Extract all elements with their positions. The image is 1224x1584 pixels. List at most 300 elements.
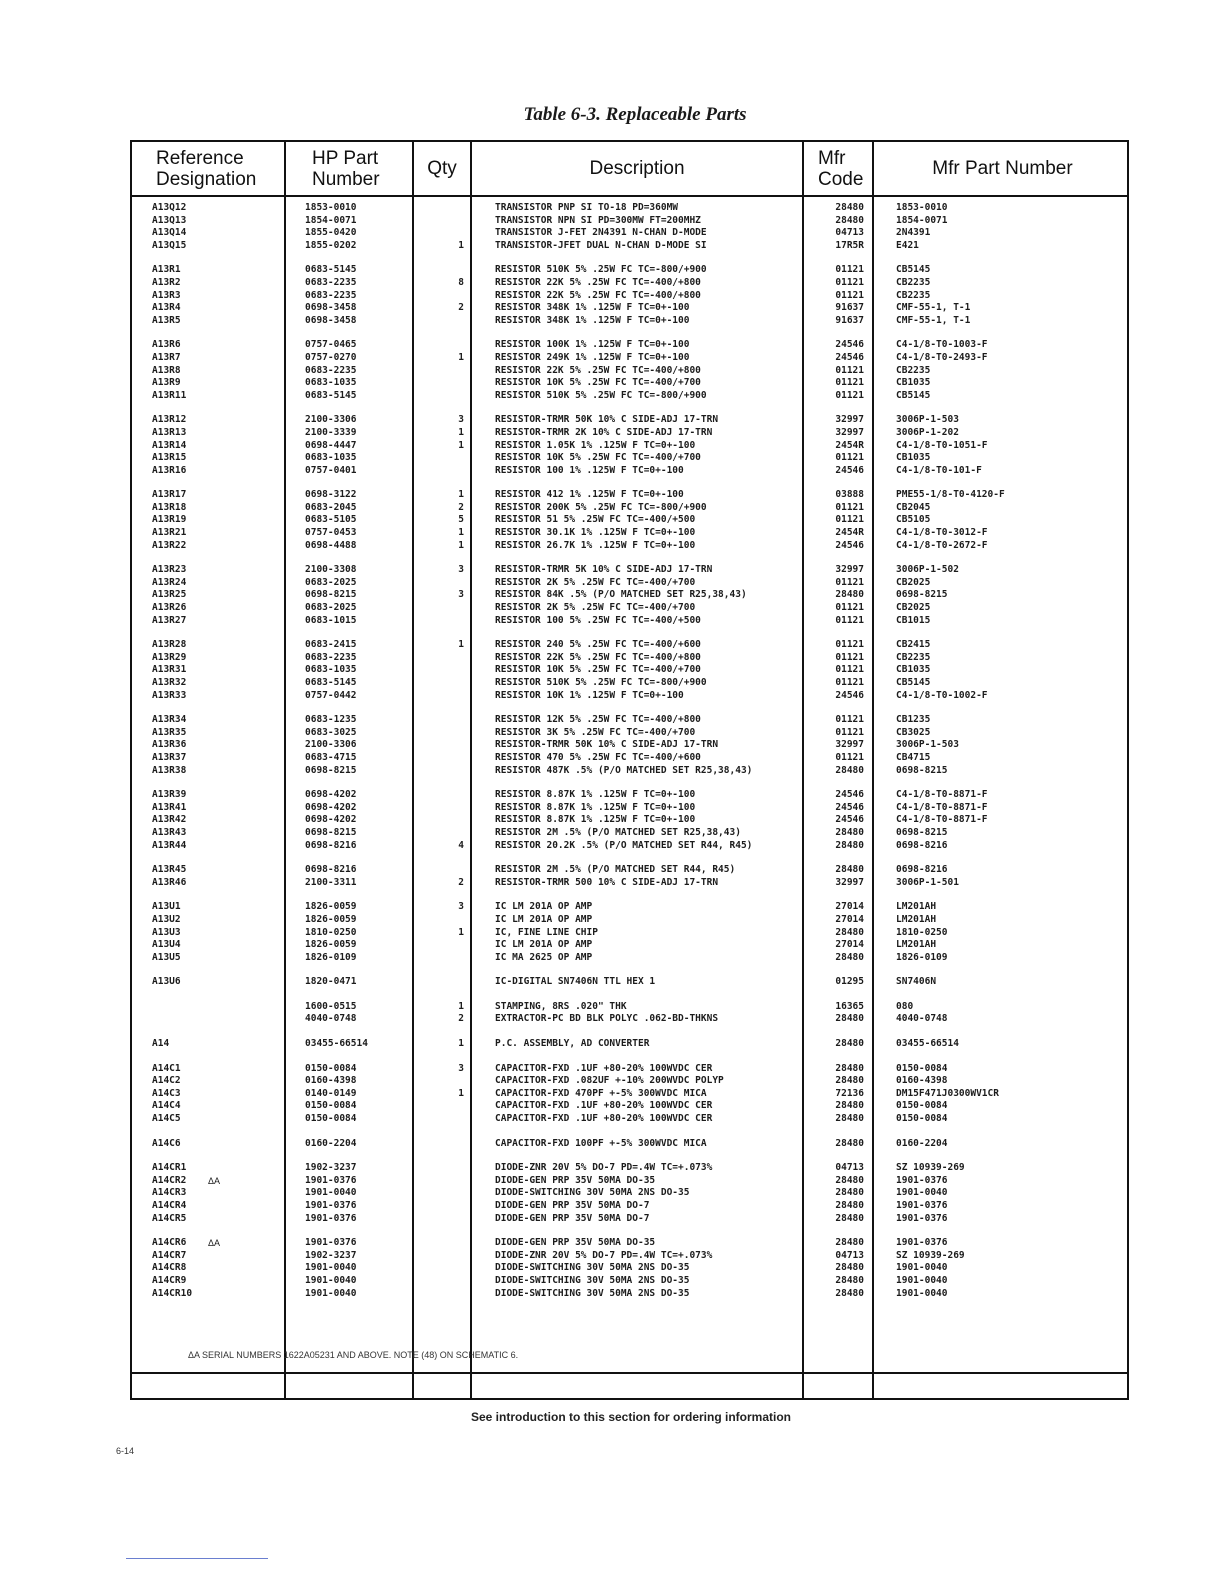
cell-ref: A14CR6 bbox=[152, 1237, 187, 1249]
cell-part: 0683-2235 bbox=[305, 289, 357, 301]
table-row bbox=[132, 976, 1127, 989]
cell-mfr: 01121 bbox=[835, 677, 864, 688]
cell-mfr: 32997 bbox=[835, 414, 864, 426]
table-row bbox=[132, 877, 1127, 890]
cell-qty: 3 bbox=[458, 414, 464, 426]
header-line: Mfr bbox=[818, 147, 846, 169]
cell-desc: CAPACITOR-FXD .1UF +80-20% 100WVDC CER bbox=[495, 1062, 713, 1074]
cell-ref: A13R24 bbox=[152, 576, 187, 588]
table-row bbox=[132, 1100, 1127, 1113]
row-group bbox=[132, 901, 1127, 964]
table-row bbox=[132, 1075, 1127, 1088]
cell-desc: IC LM 201A OP AMP bbox=[495, 939, 593, 951]
cell-ref: A14CR8 bbox=[152, 1262, 187, 1274]
cell-mfr: 24546 bbox=[835, 689, 864, 701]
cell-desc: P.C. ASSEMBLY, AD CONVERTER bbox=[495, 1038, 650, 1050]
cell-ref: A13R39 bbox=[152, 789, 187, 801]
cell-desc: DIODE-SWITCHING 30V 50MA 2NS DO-35 bbox=[495, 1287, 690, 1299]
cell-desc: RESISTOR 8.87K 1% .125W F TC=0+-100 bbox=[495, 789, 696, 801]
cell-desc: IC MA 2625 OP AMP bbox=[495, 951, 593, 963]
cell-mpn: C4-1/8-T0-3012-F bbox=[896, 527, 988, 539]
table-row bbox=[132, 315, 1127, 328]
cell-part: 0683-2415 bbox=[305, 639, 357, 651]
cell-mpn: 1826-0109 bbox=[896, 951, 948, 963]
cell-mfr: 24546 bbox=[835, 464, 864, 476]
cell-desc: CAPACITOR-FXD .082UF +-10% 200WVDC POLYP bbox=[495, 1075, 724, 1087]
cell-desc: RESISTOR 2K 5% .25W FC TC=-400/+700 bbox=[495, 576, 696, 588]
cell-mpn: SZ 10939-269 bbox=[896, 1249, 965, 1261]
cell-desc: RESISTOR 100K 1% .125W F TC=0+-100 bbox=[495, 339, 690, 351]
cell-desc: RESISTOR 30.1K 1% .125W F TC=0+-100 bbox=[495, 527, 696, 539]
cell-ref: A13R13 bbox=[152, 426, 187, 438]
cell-mpn: C4-1/8-T0-1003-F bbox=[896, 339, 988, 351]
cell-qty: 3 bbox=[458, 1062, 464, 1074]
cell-ref: A14CR3 bbox=[152, 1187, 187, 1199]
cell-ref: A13R28 bbox=[152, 639, 187, 651]
cell-mpn: 080 bbox=[896, 1000, 914, 1012]
header-line: Number bbox=[312, 168, 380, 190]
cell-mfr: 28480 bbox=[835, 1062, 864, 1074]
cell-ref: A13R8 bbox=[152, 364, 181, 376]
cell-mfr: 28480 bbox=[835, 1274, 864, 1286]
header-line: Description bbox=[589, 158, 685, 179]
header-line: Reference bbox=[156, 147, 244, 169]
cell-part: 0683-5145 bbox=[305, 264, 357, 276]
cell-part: 0757-0401 bbox=[305, 464, 357, 476]
cell-ref: A14CR9 bbox=[152, 1274, 187, 1286]
cell-mpn: CB3025 bbox=[896, 726, 931, 738]
cell-mpn: 2N4391 bbox=[896, 227, 931, 239]
cell-part: 1855-0420 bbox=[305, 227, 357, 239]
cell-part: 1854-0071 bbox=[305, 214, 357, 226]
cell-mfr: 04713 bbox=[835, 1249, 864, 1261]
cell-mpn: C4-1/8-T0-101-F bbox=[896, 464, 982, 476]
cell-mfr: 32997 bbox=[835, 876, 864, 888]
cell-part: 0150-0084 bbox=[305, 1113, 357, 1125]
table-row bbox=[132, 664, 1127, 677]
cell-part: 0698-4202 bbox=[305, 801, 357, 813]
cell-ref: A13R27 bbox=[152, 614, 187, 626]
cell-mpn: 1810-0250 bbox=[896, 926, 948, 938]
cell-desc: RESISTOR 22K 5% .25W FC TC=-400/+800 bbox=[495, 276, 701, 288]
cell-mpn: 03455-66514 bbox=[896, 1038, 959, 1050]
cell-ref: A14CR5 bbox=[152, 1212, 187, 1224]
cell-mfr: 28480 bbox=[835, 826, 864, 838]
table-row bbox=[132, 952, 1127, 965]
cell-qty: 1 bbox=[458, 351, 464, 363]
cell-mfr: 24546 bbox=[835, 814, 864, 826]
cell-part: 0683-2025 bbox=[305, 576, 357, 588]
cell-ref: A13R29 bbox=[152, 651, 187, 663]
cell-mpn: 0150-0084 bbox=[896, 1100, 948, 1112]
cell-mpn: 1901-0376 bbox=[896, 1237, 948, 1249]
cell-mfr: 72136 bbox=[835, 1087, 864, 1099]
page-title: Table 6-3. Replaceable Parts bbox=[523, 104, 747, 125]
cell-mfr: 01121 bbox=[835, 614, 864, 626]
cell-mpn: 1853-0010 bbox=[896, 202, 948, 213]
cell-ref: A13R33 bbox=[152, 689, 187, 701]
cell-ref: A13R42 bbox=[152, 814, 187, 826]
cell-desc: RESISTOR 348K 1% .125W F TC=0+-100 bbox=[495, 314, 690, 326]
cell-mpn: CB2045 bbox=[896, 501, 931, 513]
table-row bbox=[132, 814, 1127, 827]
table-row bbox=[132, 1162, 1127, 1175]
cell-mpn: CB2235 bbox=[896, 276, 931, 288]
cell-desc: RESISTOR 200K 5% .25W FC TC=-800/+900 bbox=[495, 501, 707, 513]
cell-mpn: 4040-0748 bbox=[896, 1013, 948, 1025]
cell-ref: A13R19 bbox=[152, 514, 187, 526]
cell-qty: 3 bbox=[458, 589, 464, 601]
serial-footnote: ΔA SERIAL NUMBERS 1622A05231 AND ABOVE. NOTE (48) ON SCHEMATIC 6. bbox=[188, 1350, 519, 1360]
cell-qty: 2 bbox=[458, 1013, 464, 1025]
cell-mfr: 01121 bbox=[835, 651, 864, 663]
cell-mpn: 0160-4398 bbox=[896, 1075, 948, 1087]
cell-mpn: CB1015 bbox=[896, 614, 931, 626]
cell-part: 1902-3237 bbox=[305, 1162, 357, 1174]
row-group bbox=[132, 1001, 1127, 1026]
cell-mpn: CB5145 bbox=[896, 389, 931, 401]
cell-mfr: 01121 bbox=[835, 714, 864, 726]
cell-part: 1826-0109 bbox=[305, 951, 357, 963]
cell-mfr: 28480 bbox=[835, 1137, 864, 1149]
cell-desc: RESISTOR-TRMR 50K 10% C SIDE-ADJ 17-TRN bbox=[495, 739, 719, 751]
cell-part: 0683-1035 bbox=[305, 452, 357, 464]
table-row bbox=[132, 914, 1127, 927]
table-row bbox=[132, 864, 1127, 877]
table-row bbox=[132, 1138, 1127, 1151]
cell-mpn: C4-1/8-T0-2493-F bbox=[896, 351, 988, 363]
cell-ref: A13R7 bbox=[152, 351, 181, 363]
row-group bbox=[132, 1063, 1127, 1126]
cell-ref: A14CR2 bbox=[152, 1174, 187, 1186]
cell-desc: RESISTOR 10K 1% .125W F TC=0+-100 bbox=[495, 689, 684, 701]
cell-mpn: C4-1/8-T0-2672-F bbox=[896, 539, 988, 551]
cell-ref: A13R41 bbox=[152, 801, 187, 813]
cell-desc: RESISTOR 510K 5% .25W FC TC=-800/+900 bbox=[495, 677, 707, 688]
cell-part: 0698-8215 bbox=[305, 764, 357, 776]
cell-qty: 1 bbox=[458, 1038, 464, 1050]
cell-qty: 1 bbox=[458, 1000, 464, 1012]
cell-part: 1901-0376 bbox=[305, 1174, 357, 1186]
table-row bbox=[132, 752, 1127, 765]
cell-ref: A14C1 bbox=[152, 1062, 181, 1074]
cell-desc: RESISTOR 348K 1% .125W F TC=0+-100 bbox=[495, 302, 690, 314]
cell-qty: 1 bbox=[458, 1087, 464, 1099]
cell-mfr: 32997 bbox=[835, 426, 864, 438]
cell-ref: A13Q13 bbox=[152, 214, 187, 226]
cell-desc: RESISTOR 8.87K 1% .125W F TC=0+-100 bbox=[495, 814, 696, 826]
cell-desc: RESISTOR 10K 5% .25W FC TC=-400/+700 bbox=[495, 664, 701, 676]
cell-desc: CAPACITOR-FXD 100PF +-5% 300WVDC MICA bbox=[495, 1137, 707, 1149]
cell-mfr: 04713 bbox=[835, 1162, 864, 1174]
cell-mfr: 01121 bbox=[835, 576, 864, 588]
cell-mfr: 01121 bbox=[835, 364, 864, 376]
table-row bbox=[132, 489, 1127, 502]
table-row bbox=[132, 427, 1127, 440]
table-row bbox=[132, 339, 1127, 352]
cell-ref: A14C5 bbox=[152, 1113, 181, 1125]
cell-ref: A14C6 bbox=[152, 1137, 181, 1149]
cell-mpn: 1854-0071 bbox=[896, 214, 948, 226]
cell-mpn: 1901-0376 bbox=[896, 1174, 948, 1186]
cell-part: 0698-3122 bbox=[305, 489, 357, 501]
cell-ref: A13R43 bbox=[152, 826, 187, 838]
cell-mpn: 0698-8216 bbox=[896, 864, 948, 876]
cell-ref: A13R45 bbox=[152, 864, 187, 876]
cell-mpn: CB1035 bbox=[896, 452, 931, 464]
cell-mfr: 28480 bbox=[835, 864, 864, 876]
cell-mpn: PME55-1/8-T0-4120-F bbox=[896, 489, 1005, 501]
table-row bbox=[132, 1088, 1127, 1101]
cell-mfr: 01121 bbox=[835, 602, 864, 614]
cell-desc: RESISTOR-TRMR 2K 10% C SIDE-ADJ 17-TRN bbox=[495, 426, 713, 438]
table-row bbox=[132, 302, 1127, 315]
cell-mpn: 0698-8215 bbox=[896, 589, 948, 601]
header-reference-designation bbox=[156, 142, 282, 195]
cell-mfr: 28480 bbox=[835, 214, 864, 226]
cell-desc: IC LM 201A OP AMP bbox=[495, 901, 593, 913]
cell-ref: A13R6 bbox=[152, 339, 181, 351]
table-row bbox=[132, 840, 1127, 853]
cell-mfr: 28480 bbox=[835, 1187, 864, 1199]
cell-ref: A13R9 bbox=[152, 377, 181, 389]
table-row bbox=[132, 1001, 1127, 1014]
cell-mpn: CB1035 bbox=[896, 377, 931, 389]
cell-part: 0698-8216 bbox=[305, 864, 357, 876]
cell-mpn: CB1035 bbox=[896, 664, 931, 676]
cell-mfr: 28480 bbox=[835, 1038, 864, 1050]
table-row bbox=[132, 927, 1127, 940]
cell-mfr: 28480 bbox=[835, 589, 864, 601]
cell-mfr: 17R5R bbox=[835, 239, 864, 251]
table-row bbox=[132, 1013, 1127, 1026]
cell-part: 1855-0202 bbox=[305, 239, 357, 251]
cell-ref: A13R1 bbox=[152, 264, 181, 276]
cell-desc: CAPACITOR-FXD .1UF +80-20% 100WVDC CER bbox=[495, 1100, 713, 1112]
cell-part: 0698-8215 bbox=[305, 589, 357, 601]
cell-desc: RESISTOR 100 1% .125W F TC=0+-100 bbox=[495, 464, 684, 476]
cell-mpn: CB5145 bbox=[896, 264, 931, 276]
cell-desc: RESISTOR 84K .5% (P/O MATCHED SET R25,38,43) bbox=[495, 589, 747, 601]
cell-desc: RESISTOR-TRMR 500 10% C SIDE-ADJ 17-TRN bbox=[495, 876, 719, 888]
cell-mpn: SZ 10939-269 bbox=[896, 1162, 965, 1174]
cell-part: 0683-4715 bbox=[305, 751, 357, 763]
cell-ref: A13R23 bbox=[152, 564, 187, 576]
cell-qty: 1 bbox=[458, 539, 464, 551]
table-row bbox=[132, 527, 1127, 540]
table-row bbox=[132, 739, 1127, 752]
cell-qty: 5 bbox=[458, 514, 464, 526]
table-body bbox=[132, 202, 1127, 1312]
cell-part: 0683-2045 bbox=[305, 501, 357, 513]
cell-mpn: CB2235 bbox=[896, 364, 931, 376]
cell-part: 0698-4447 bbox=[305, 439, 357, 451]
cell-desc: TRANSISTOR PNP SI TO-18 PD=360MW bbox=[495, 202, 679, 213]
row-group bbox=[132, 789, 1127, 852]
cell-desc: RESISTOR 12K 5% .25W FC TC=-400/+800 bbox=[495, 714, 701, 726]
table-row bbox=[132, 564, 1127, 577]
cell-mfr: 01121 bbox=[835, 726, 864, 738]
cell-part: 1820-0471 bbox=[305, 976, 357, 988]
cell-mfr: 28480 bbox=[835, 202, 864, 213]
cell-mfr: 28480 bbox=[835, 926, 864, 938]
cell-part: 0683-2235 bbox=[305, 364, 357, 376]
cell-mfr: 01121 bbox=[835, 377, 864, 389]
cell-part: 1826-0059 bbox=[305, 939, 357, 951]
cell-mpn: E421 bbox=[896, 239, 919, 251]
table-row bbox=[132, 1237, 1127, 1250]
cell-ref: A14C2 bbox=[152, 1075, 181, 1087]
table-row bbox=[132, 802, 1127, 815]
cell-mfr: 27014 bbox=[835, 939, 864, 951]
cell-desc: RESISTOR 10K 5% .25W FC TC=-400/+700 bbox=[495, 452, 701, 464]
cell-mpn: 3006P-1-502 bbox=[896, 564, 959, 576]
cell-ref: A13R3 bbox=[152, 289, 181, 301]
table-row bbox=[132, 589, 1127, 602]
cell-part: 2100-3311 bbox=[305, 876, 357, 888]
cell-mpn: 3006P-1-503 bbox=[896, 414, 959, 426]
row-group bbox=[132, 639, 1127, 702]
cell-ref: A13U5 bbox=[152, 951, 181, 963]
cell-mfr: 28480 bbox=[835, 1200, 864, 1211]
cell-desc: RESISTOR-TRMR 50K 10% C SIDE-ADJ 17-TRN bbox=[495, 414, 719, 426]
cell-mfr: 01295 bbox=[835, 976, 864, 988]
cell-part: 0683-1035 bbox=[305, 377, 357, 389]
header-mfr-code bbox=[818, 142, 870, 195]
cell-desc: TRANSISTOR-JFET DUAL N-CHAN D-MODE SI bbox=[495, 239, 707, 251]
cell-desc: RESISTOR 100 5% .25W FC TC=-400/+500 bbox=[495, 614, 701, 626]
header-divider bbox=[132, 195, 1127, 197]
table-row bbox=[132, 1175, 1127, 1188]
cell-part: 0698-8215 bbox=[305, 826, 357, 838]
cell-ref: A13R5 bbox=[152, 314, 181, 326]
cell-part: 1901-0376 bbox=[305, 1212, 357, 1224]
table-row bbox=[132, 227, 1127, 240]
table-row bbox=[132, 1213, 1127, 1226]
cell-mfr: 32997 bbox=[835, 564, 864, 576]
cell-ref: A14CR7 bbox=[152, 1249, 187, 1261]
table-row bbox=[132, 1113, 1127, 1126]
cell-qty: 8 bbox=[458, 276, 464, 288]
cell-ref: A13U3 bbox=[152, 926, 181, 938]
row-group bbox=[132, 714, 1127, 777]
cell-qty: 2 bbox=[458, 876, 464, 888]
cell-mfr: 28480 bbox=[835, 1212, 864, 1224]
cell-ref: A13Q12 bbox=[152, 202, 187, 213]
cell-part: 1901-0040 bbox=[305, 1287, 357, 1299]
cell-mpn: C4-1/8-T0-8871-F bbox=[896, 814, 988, 826]
cell-part: 4040-0748 bbox=[305, 1013, 357, 1025]
cell-mpn: 3006P-1-202 bbox=[896, 426, 959, 438]
table-row bbox=[132, 652, 1127, 665]
cell-part: 0757-0453 bbox=[305, 527, 357, 539]
cell-desc: RESISTOR 51 5% .25W FC TC=-400/+500 bbox=[495, 514, 696, 526]
table-row bbox=[132, 639, 1127, 652]
row-group bbox=[132, 1237, 1127, 1300]
cell-mpn: 0160-2204 bbox=[896, 1137, 948, 1149]
cell-mfr: 01121 bbox=[835, 751, 864, 763]
cell-part: 0683-1035 bbox=[305, 664, 357, 676]
cell-mfr: 2454R bbox=[835, 439, 864, 451]
cell-part: 2100-3306 bbox=[305, 739, 357, 751]
cell-ref: A13R25 bbox=[152, 589, 187, 601]
cell-mfr: 24546 bbox=[835, 789, 864, 801]
row-group bbox=[132, 414, 1127, 477]
table-row bbox=[132, 215, 1127, 228]
cell-part: 1826-0059 bbox=[305, 913, 357, 925]
cell-ref: A13R35 bbox=[152, 726, 187, 738]
table-row bbox=[132, 1288, 1127, 1301]
cell-ref: A13R46 bbox=[152, 876, 187, 888]
cell-desc: IC, FINE LINE CHIP bbox=[495, 926, 598, 938]
cell-mfr: 03888 bbox=[835, 489, 864, 501]
cell-ref: A13R4 bbox=[152, 302, 181, 314]
cell-part: 1901-0040 bbox=[305, 1274, 357, 1286]
cell-ref: A13R15 bbox=[152, 452, 187, 464]
cell-mfr: 28480 bbox=[835, 1237, 864, 1249]
cell-part: 0683-1015 bbox=[305, 614, 357, 626]
cell-mpn: LM201AH bbox=[896, 913, 937, 925]
cell-mfr: 27014 bbox=[835, 901, 864, 913]
cell-mfr: 28480 bbox=[835, 1075, 864, 1087]
cell-desc: IC-DIGITAL SN7406N TTL HEX 1 bbox=[495, 976, 656, 988]
cell-part: 2100-3339 bbox=[305, 426, 357, 438]
cell-desc: RESISTOR 249K 1% .125W F TC=0+-100 bbox=[495, 351, 690, 363]
cell-desc: RESISTOR 2M .5% (P/O MATCHED SET R44, R45) bbox=[495, 864, 736, 876]
cell-part: 0698-3458 bbox=[305, 302, 357, 314]
cell-mpn: 3006P-1-501 bbox=[896, 876, 959, 888]
cell-ref: A13R31 bbox=[152, 664, 187, 676]
row-group bbox=[132, 489, 1127, 552]
cell-mpn: 1901-0376 bbox=[896, 1200, 948, 1211]
cell-part: 2100-3308 bbox=[305, 564, 357, 576]
header-hp-part-number bbox=[312, 142, 410, 195]
cell-mpn: 0698-8216 bbox=[896, 839, 948, 851]
table-row bbox=[132, 827, 1127, 840]
cell-mfr: 01121 bbox=[835, 276, 864, 288]
cell-qty: 1 bbox=[458, 439, 464, 451]
cell-desc: DIODE-ZNR 20V 5% DO-7 PD=.4W TC=+.073% bbox=[495, 1249, 713, 1261]
cell-part: 0757-0270 bbox=[305, 351, 357, 363]
cell-ref: A14CR10 bbox=[152, 1287, 193, 1299]
serial-note-symbol: ΔA bbox=[208, 1238, 221, 1249]
cell-ref: A13Q15 bbox=[152, 239, 187, 251]
cell-mfr: 01121 bbox=[835, 501, 864, 513]
cell-desc: RESISTOR 1.05K 1% .125W F TC=0+-100 bbox=[495, 439, 696, 451]
cell-ref: A13R32 bbox=[152, 677, 187, 688]
table-row bbox=[132, 465, 1127, 478]
cell-desc: TRANSISTOR NPN SI PD=300MW FT=200MHZ bbox=[495, 214, 701, 226]
cell-part: 0150-0084 bbox=[305, 1062, 357, 1074]
cell-ref: A13R34 bbox=[152, 714, 187, 726]
cell-mfr: 28480 bbox=[835, 1287, 864, 1299]
cell-mpn: 1901-0040 bbox=[896, 1274, 948, 1286]
cell-desc: RESISTOR 3K 5% .25W FC TC=-400/+700 bbox=[495, 726, 696, 738]
page-edge-line bbox=[126, 1558, 268, 1559]
cell-desc: DIODE-GEN PRP 35V 50MA DO-7 bbox=[495, 1200, 650, 1211]
cell-mfr: 32997 bbox=[835, 739, 864, 751]
table-row bbox=[132, 540, 1127, 553]
cell-mfr: 24546 bbox=[835, 351, 864, 363]
cell-ref: A14CR1 bbox=[152, 1162, 187, 1174]
cell-desc: CAPACITOR-FXD .1UF +80-20% 100WVDC CER bbox=[495, 1113, 713, 1125]
cell-mfr: 01121 bbox=[835, 452, 864, 464]
header-line: Qty bbox=[427, 158, 457, 179]
cell-mpn: CB5145 bbox=[896, 677, 931, 688]
cell-qty: 1 bbox=[458, 489, 464, 501]
cell-desc: RESISTOR 22K 5% .25W FC TC=-400/+800 bbox=[495, 289, 701, 301]
table-row bbox=[132, 502, 1127, 515]
